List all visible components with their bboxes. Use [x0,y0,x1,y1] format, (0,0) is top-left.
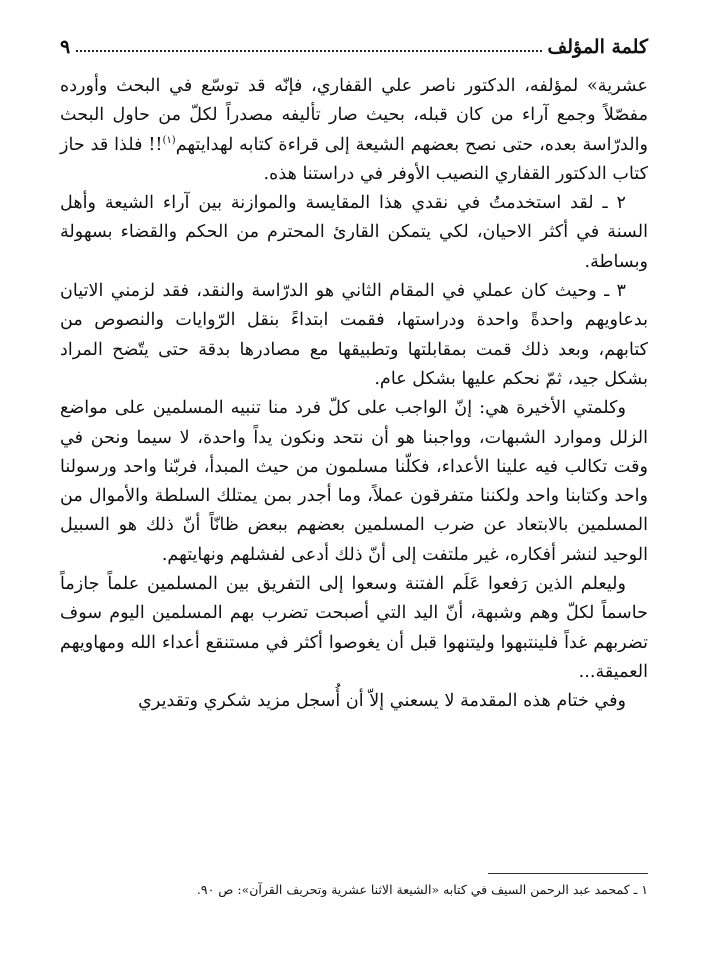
paragraph-3: ٣ ـ وحيث كان عملي في المقام الثاني هو الدرّاسة والنقد، فقد لزمني الاتيان بدعاويهم واحدةً واحدة ودراستها، فقمت ابتداءً بنقل الرّوايات والنصوص من كتابهم، وبعد ذلك قمت بمقابلتها وتطبيقها مع مصادرها بدقة حتى يتّضح المراد بشكل جيد، ثمّ نحكم عليها بشكل عام. [60,281,648,389]
running-header [60,24,648,58]
paragraph-4: وكلمتي الأخيرة هي: إنّ الواجب على كلّ فرد منا تنبيه المسلمين على مواضع الزلل وموارد الشبهات، وواجبنا هو أن نتحد ونكون يداً واحدة، لا سيما ونحن في وقت تكالب فيه علينا الأعداء، فكلّنا مسلمون من حيث المبدأ، فربّنا واحد ورسولنا واحد وكتابنا واحد ولكننا متفرقون عملاً، وما أجدر بمن يمتلك السلطة والأموال من المسلمين بالابتعاد عن ضرب المسلمين بعضهم ببعض ظانّاً أنّ ذلك هو السبيل الوحيد لنشر أفكاره، غير ملتفت إلى أنّ ذلك أدعى لفشلهم ونهايتهم. [60,398,648,565]
footnote: ١ ـ كمحمد عبد الرحمن السيف في كتابه «الشيعة الاثنا عشرية وتحريف القرآن»: ص ٩٠. [196,882,648,897]
paragraph-1-text: عشرية» لمؤلفه، الدكتور ناصر علي القفاري، فإنّه قد توسّع في البحث وأورده مفصّلاً وجمع آراء من كان قبله، بحيث صار تأليفه مصدراً لكلّ من حاول البحث والدرّاسة بعده، حتى نصح بعضهم الشيعة إلى قراءة كتابه لهدايتهم [60,76,648,155]
paragraph-6: وفي ختام هذه المقدمة لا يسعني إلاّ أن أُسجل مزيد شكري وتقديري [138,691,626,712]
paragraph-2: ٢ ـ لقد استخدمتُ في نقدي هذا المقايسة والموازنة بين آراء الشيعة وأهل السنة في أكثر الاحيان، لكي يتمكن القارئ المحترم من الحكم والقضاء بسهولة وبساطة. [60,193,648,272]
chapter-title: كلمة المؤلف [547,36,648,58]
header-dot-leader [76,50,541,52]
main-text [60,72,648,717]
paragraph-1-tail: !! فلذا قد حاز كتاب الدكتور القفاري النصيب الأوفر في دراستنا هذه. [60,134,648,184]
page-number: ٩ [60,36,71,58]
paragraph-5: وليعلم الذين رَفعوا عَلَم الفتنة وسعوا إلى التفريق بين المسلمين علماً جازماً حاسماً لكلّ وهم وشبهة، أنّ اليد التي أصبحت تضرب بهم المسلمين اليوم سوف تضربهم غداً فلينتبهوا وليتنهوا قبل أن يغوصوا أكثر في مستنقع أعداء الله ومهاويهم العميقة... [60,574,648,682]
footnote-separator [488,873,648,874]
footnote-marker: (١) [162,134,176,146]
paragraph-1 [60,72,648,189]
